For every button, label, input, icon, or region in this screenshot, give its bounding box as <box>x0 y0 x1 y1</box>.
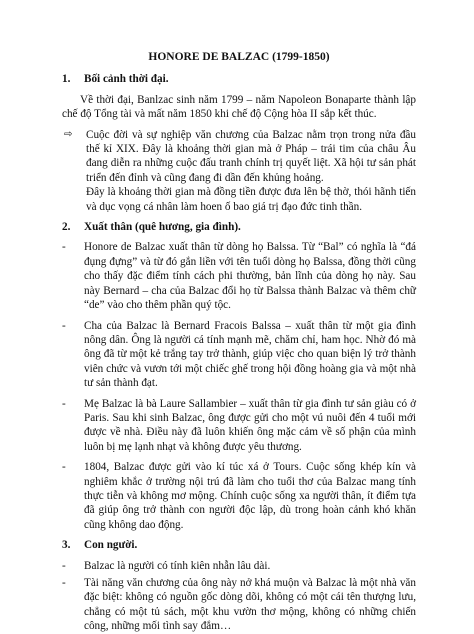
list-item-text: Cha của Balzac là Bernard Fracois Balssa – xuất thân từ một gia đình nông dân. Ông là người cá tính mạnh mẽ, chăm chỉ, ham học. Nhờ đó mà ông đã từ một kẻ trắng tay trở thành, giúp việc cho quan biện lý trở thành viên chức và vươn tới một chiếc ghế trong hội đồng hoàng gia và một nhà tư sản thành đạt. <box>84 319 416 390</box>
section-heading-context <box>62 72 416 86</box>
arrow-paragraph: Đây là khoảng thời gian mà đồng tiền được đưa lên bệ thờ, thói hãnh tiến và dục vọng cá nhân làm hoen ố bao giá trị đạo đức tinh thần. <box>86 186 416 213</box>
section-title: Con người. <box>84 539 138 552</box>
list-item-text: Mẹ Balzac là bà Laure Sallambier – xuất thân từ gia đình tư sản giàu có ở Paris. Sau khi sinh Balzac, ông được gửi cho một vú nuôi đến 4 tuổi mới được về nhà. Điều này đã luôn khiến ông mặc cảm về số phận của mình luôn bị mẹ lạnh nhạt và không được yêu thương. <box>84 397 416 453</box>
section-title: Xuất thân (quê hương, gia đình). <box>84 221 241 234</box>
list-item-text: Tài năng văn chương của ông này nở khá muộn và Balzac là một nhà văn đặc biệt: không có nguồn gốc dòng dõi, không có một cái tên thượng lưu, chẳng có một tủ sách, một khu vườn thơ mộng, không có những chiến công, những mối tình say đắm… <box>84 577 416 633</box>
list-item <box>62 576 416 634</box>
section-number: 3. <box>62 539 71 552</box>
document-title: HONORE DE BALZAC (1799-1850) <box>148 51 330 63</box>
arrow-icon: ⇨ <box>64 128 73 140</box>
intro-paragraph: Về thời đại, Banlzac sinh năm 1799 – năm Napoleon Bonaparte thành lập chế độ Tổng tài và mất năm 1850 khi chế độ Cộng hòa II sắp kết thúc. <box>62 93 416 121</box>
section-title: Bối cảnh thời đại. <box>84 73 169 86</box>
bullet-dash: - <box>62 397 66 410</box>
arrow-list-item <box>62 128 416 214</box>
section-number: 2. <box>62 221 71 234</box>
list-item <box>62 240 416 312</box>
section-heading-origin <box>62 220 416 234</box>
bullet-dash: - <box>62 577 66 589</box>
bullet-dash: - <box>62 461 66 474</box>
section-heading-person <box>62 538 416 552</box>
bullet-dash: - <box>62 319 66 332</box>
section-number: 1. <box>62 73 71 86</box>
list-item <box>62 397 416 455</box>
list-item-text: Honore de Balzac xuất thân từ dòng họ Balssa. Từ “Bal” có nghĩa là “đá đụng đựng” và từ đó gắn liền với tên tuổi dòng họ Balssa, đồng thời cũng cho thấy đặc điểm tính cách phi thường, bản lĩnh của dòng họ này. Sau này Bernard – cha của Balzac đổi họ từ Balssa thành Balzac và thêm chữ “de” vào cho thêm phần quý tộc. <box>84 241 416 312</box>
bullet-dash: - <box>62 559 66 572</box>
arrow-paragraph: Cuộc đời và sự nghiệp văn chương của Balzac nằm trọn trong nửa đầu thế kỉ XIX. Đây là khoảng thời gian mà ở Pháp – trái tim của châu Âu đang diễn ra những cuộc đấu tranh chính trị quyết liệt. Xã hội tư sản phát triển đến đỉnh và cũng đang đi dần đến khủng hoảng. <box>86 128 416 184</box>
list-item-text: 1804, Balzac được gửi vào kí túc xá ở Tours. Cuộc sống khép kín và nghiêm khắc ở trường nội trú đã làm cho tuổi thơ của Balzac mang tính thực tiễn và không mơ mộng. Chính cuộc sống xa người thân, ít điểm tựa đã giúp ông trở thành con người độc lập, dù trong hoàn cảnh khó khăn cũng không dao động. <box>84 461 416 531</box>
list-item <box>62 460 416 532</box>
bullet-dash: - <box>62 241 66 254</box>
list-item <box>62 319 416 391</box>
list-item <box>62 559 416 573</box>
list-item-text: Balzac là người có tính kiên nhẫn lâu dài. <box>84 559 271 572</box>
